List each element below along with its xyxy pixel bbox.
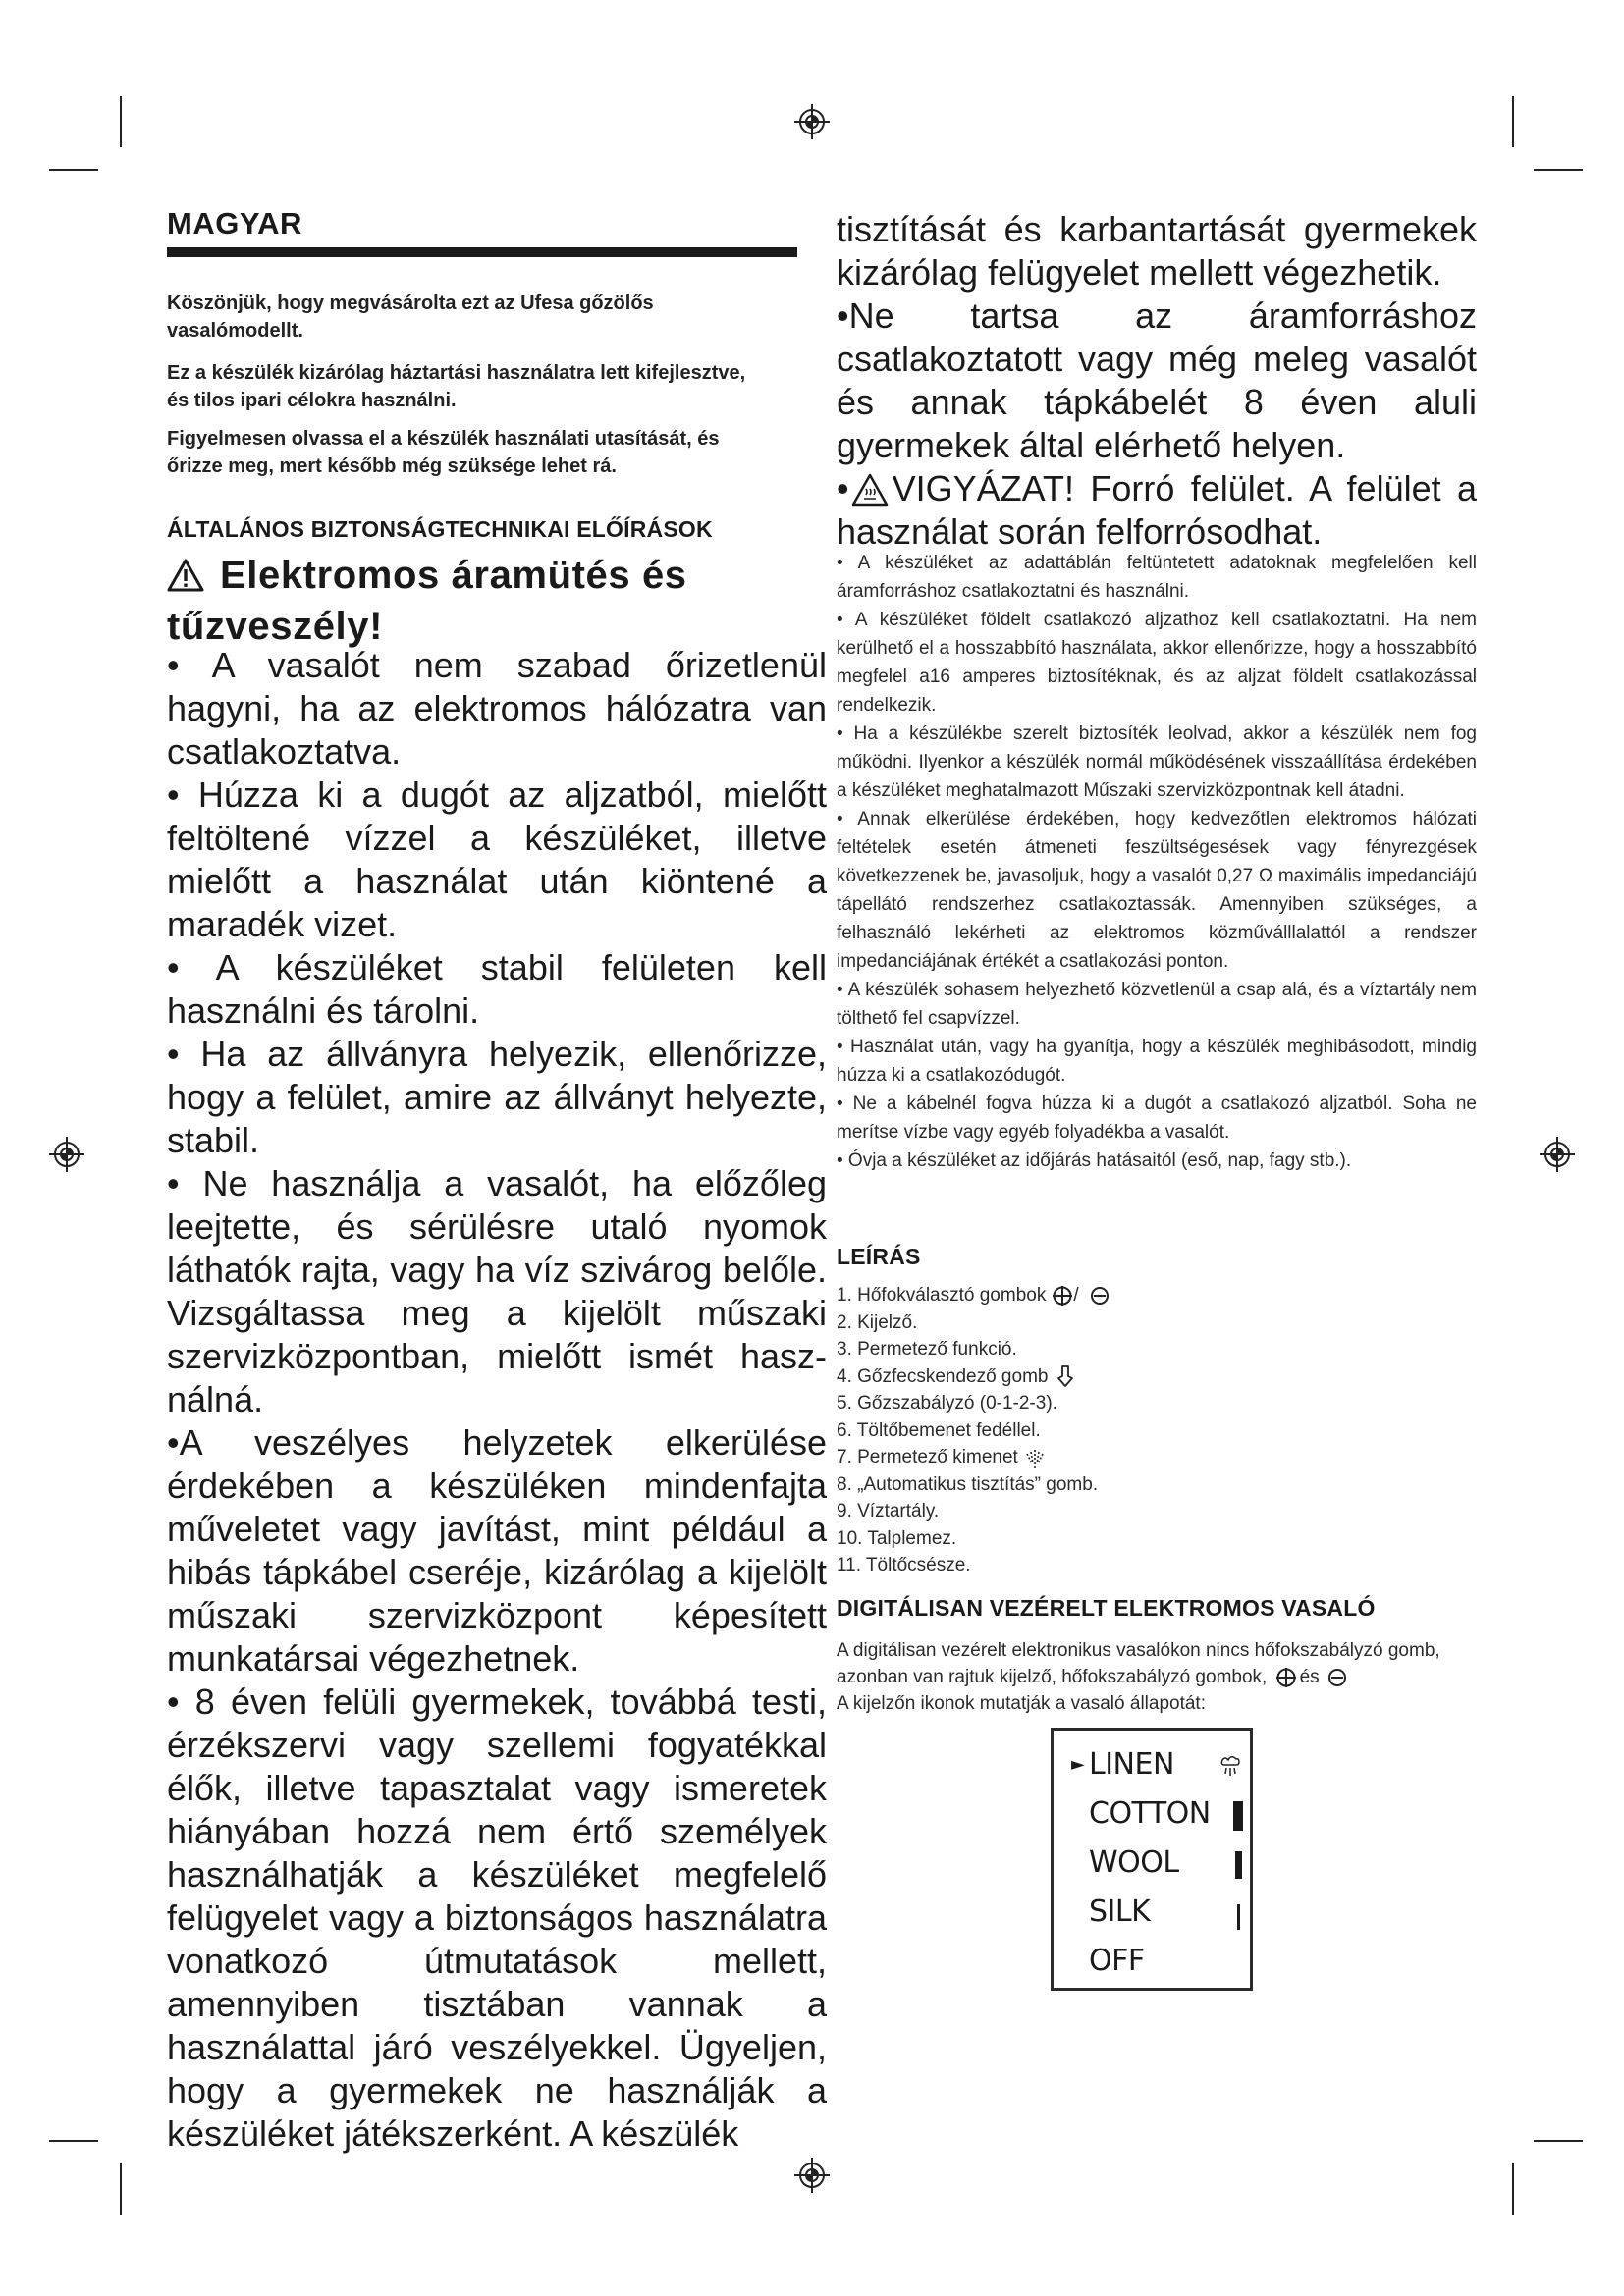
minus-button-icon (1090, 1286, 1110, 1306)
list-item (837, 1363, 1229, 1391)
lcd-label: SILK (1089, 1895, 1151, 1929)
steam-burst-icon (1054, 1364, 1077, 1388)
lcd-row-silk (1054, 1888, 1250, 1937)
safety-item: • A készüléket az adattáblán feltüntetett adatoknak megfelelően kell áramforráshoz csatlakoztatni és használni. (837, 553, 1477, 602)
selected-arrow: ► (1071, 1754, 1085, 1775)
plus-button-icon (1275, 1667, 1297, 1688)
minus-button-icon (1327, 1668, 1347, 1687)
list-item: 8. „Automatikus tisztítás” gomb. (837, 1473, 1099, 1495)
list-item (837, 1444, 1229, 1471)
safety-item: • A készüléket földelt csatlakozó aljzathoz kell csatlakoztatni. Ha nem kerülhető el a hosszabbító használata, akkor ellenőrizze, hogy a hosszabbító megfelel a16 amperes biztosítéknak, és az aljzat földelt csatlakozással rendelkezik. (837, 610, 1477, 716)
crop-mark (120, 96, 122, 147)
list-item: 5. Gőzszabályzó (0-1-2-3). (837, 1393, 1057, 1414)
safety-item: • Ha a készülékbe szerelt biztosíték leolvad, akkor a készülék nem fog működni. Ilyenkor a készülék normál működésének visszaállítása érdekében a készüléket meghatalmazott Műszaki szervizközpontnak kell átadni. (837, 723, 1477, 801)
list-item: 9. Víztartály. (837, 1501, 940, 1522)
digital-iron-title: DIGITÁLISAN VEZÉRELT ELEKTROMOS VASALÓ (837, 1595, 1376, 1621)
registration-mark-icon (1538, 1135, 1577, 1174)
list-item: 6. Töltőbemenet fedéllel. (837, 1419, 1041, 1441)
crop-mark (49, 169, 98, 171)
safety-item: • Húzza ki a dugót az aljzatból, mielőtt feltöltené vízzel a készüléket, illetve mielőtt a használat után kiöntené a maradék vizet. (167, 774, 827, 944)
crop-mark (1534, 169, 1583, 171)
intro-paragraph: Figyelmesen olvassa el a készülék használati utasítását, és őrizze meg, mert később még szüksége lehet rá. (167, 428, 720, 477)
registration-mark-icon (792, 2156, 832, 2195)
separator: / (1073, 1285, 1079, 1306)
safety-continuation (837, 208, 1477, 554)
list-item: 10. Talplemez. (837, 1527, 957, 1549)
crop-mark (1534, 2140, 1583, 2142)
lcd-label: WOOL (1089, 1845, 1179, 1880)
description-title: LEÍRÁS (837, 1244, 921, 1269)
safety-title: ÁLTALÁNOS BIZTONSÁGTECHNIKAI ELŐÍRÁSOK (167, 516, 713, 542)
safety-item: • A készüléket stabil felületen kell használni és tárolni. (167, 947, 827, 1031)
safety-item: • Használat után, vagy ha gyanítja, hogy a készülék meghibásodott, mindig húzza ki a csatlakozódugót. (837, 1037, 1477, 1086)
registration-mark-icon (47, 1135, 86, 1174)
intro-paragraph: Köszönjük, hogy megvásárolta ezt az Ufesa gőzölős vasalómodellt. (167, 293, 654, 342)
lcd-row-linen (1054, 1740, 1250, 1789)
safety-item: • A vasalót nem szabad őrizetlenül hagyni, ha az elektromos hálózatra van csatlakoztatva. (167, 645, 827, 772)
list-item (837, 1282, 1229, 1309)
lcd-label: COTTON (1089, 1796, 1211, 1831)
hot-surface-text: VIGYÁZAT! Forró felület. A felület a használat során felforrósodhat. (837, 468, 1477, 552)
safety-item: • 8 éven felüli gyermekek, továbbá testi, érzékszervi vagy szellemi fogyatékkal élők, illetve tapasztalat vagy ismeretek hiányában hozzá nem értő személyek használhatják a készüléket megfelelő felügyelet vagy a biztonságos használatra vonatkozó útmutatások mellett, amennyiben tisztában vannak a használattal járó veszélyekkel. Ügyeljen, hogy a gyermekek ne használják a készüléket játékszerként. A készülék (167, 1682, 827, 2154)
list-item: 2. Kijelző. (837, 1311, 918, 1333)
safety-item: • Annak elkerülése érdekében, hogy kedvezőtlen elektromos hálózati feltételek esetén átmeneti feszültségesések vagy fényrezgések következzenek be, javasoljuk, hogy a vasalót 0,27 Ω maximális impedanciájú tápellátó rendszerhez csatlakoztassák. Amennyiben szükséges, a felhasználó lekérheti az elektromos közműválllalattól a rendszer impedanciájának értékét a csatlakozási ponton. (837, 809, 1477, 972)
warning-triangle-icon (167, 559, 204, 592)
digital-iron-text (837, 1637, 1465, 1717)
heading-rule (167, 247, 797, 257)
safety-item: • Óvja a készüléket az időjárás hatásaitól (eső, nap, fagy stb.). (837, 1150, 1352, 1171)
list-item: 3. Permetező funkció. (837, 1339, 1017, 1360)
list-item-text: 4. Gőzfecskendező gomb (837, 1365, 1049, 1387)
safety-big-list (167, 644, 827, 2156)
safety-item: •Ne tartsa az áramforráshoz csatlakoztatott vagy még meleg vasalót és annak tápkábelét 8 éven aluli gyermekek által elérhető helyen. (837, 295, 1477, 465)
intro-paragraph: Ez a készülék kizárólag háztartási használatra lett kifejlesztve, és tilos ipari célokra használni. (167, 362, 746, 411)
lcd-display (1051, 1728, 1253, 1991)
safety-small-list (837, 549, 1477, 1175)
safety-item: •A veszélyes helyzetek elkerülése érdekében a készüléken mindenfajta műveletet vagy javítást, mint például a hibás tápkábel cseréje, kizárólag a kijelölt műszaki szervizközpont képesített munkatársai végezhetnek. (167, 1422, 827, 1679)
safety-item: • Ne használja a vasalót, ha előzőleg leejtette, és sérülésre utaló nyomok láthatók rajta, vagy ha víz szivárog belőle. Vizsgáltassa meg a kijelölt műszaki szervizközpontban, mielőtt ismét használná. (167, 1163, 827, 1419)
list-item: 11. Töltőcsésze. (837, 1555, 971, 1575)
warning-heading (167, 550, 795, 652)
safety-item: tisztítását és karbantartását gyermekek kizárólag felügyelet mellett végezhetik. (837, 209, 1477, 293)
digital-text: A digitálisan vezérelt elektronikus vasalókon nincs hőfokszabályzó gomb, azonban van rajtuk kijelző, hőfokszabályzó gombok, (837, 1640, 1440, 1687)
crop-mark (49, 2140, 98, 2142)
digital-text: A kijelzőn ikonok mutatják a vasaló állapotát: (837, 1693, 1206, 1714)
digital-text: és (1299, 1667, 1320, 1687)
steam-level-icon (1218, 1752, 1242, 1780)
list-item-text: 7. Permetező kimenet (837, 1447, 1018, 1468)
safety-item: • A készülék sohasem helyezhető közvetlenül a csap alá, és a víztartály nem tölthető fel csapvízzel. (837, 980, 1477, 1029)
description-list (837, 1282, 1229, 1579)
lcd-row-cotton (1054, 1789, 1250, 1839)
temperature-bar (1233, 1801, 1243, 1831)
temperature-bar (1237, 1904, 1240, 1930)
crop-mark (1512, 96, 1514, 147)
safety-item: • Ha az állványra helyezik, ellenőrizze, hogy a felület, amire az állványt helyezte, stabil. (167, 1034, 827, 1160)
list-item-text: 1. Hőfokválasztó gombok (837, 1285, 1047, 1306)
lcd-row-wool (1054, 1839, 1250, 1888)
hot-surface-icon (851, 473, 889, 507)
lcd-label: OFF (1089, 1944, 1145, 1978)
language-heading: MAGYAR (167, 206, 302, 240)
bullet: • (837, 468, 849, 508)
registration-mark-icon (792, 102, 832, 141)
plus-button-icon (1052, 1285, 1073, 1307)
lcd-label: LINEN (1089, 1747, 1174, 1782)
temperature-bar (1235, 1851, 1242, 1879)
crop-mark (120, 2163, 122, 2215)
safety-item: • Ne a kábelnél fogva húzza ki a dugót a csatlakozó aljzatból. Soha ne merítse vízbe vagy egyéb folyadékba a vasalót. (837, 1094, 1477, 1143)
hot-surface-warning (837, 467, 1477, 554)
warning-heading-text: Elektromos áramütés és tűzveszély! (167, 554, 687, 648)
lcd-row-off (1054, 1937, 1250, 1986)
crop-mark (1512, 2163, 1514, 2215)
spray-icon (1024, 1446, 1046, 1469)
